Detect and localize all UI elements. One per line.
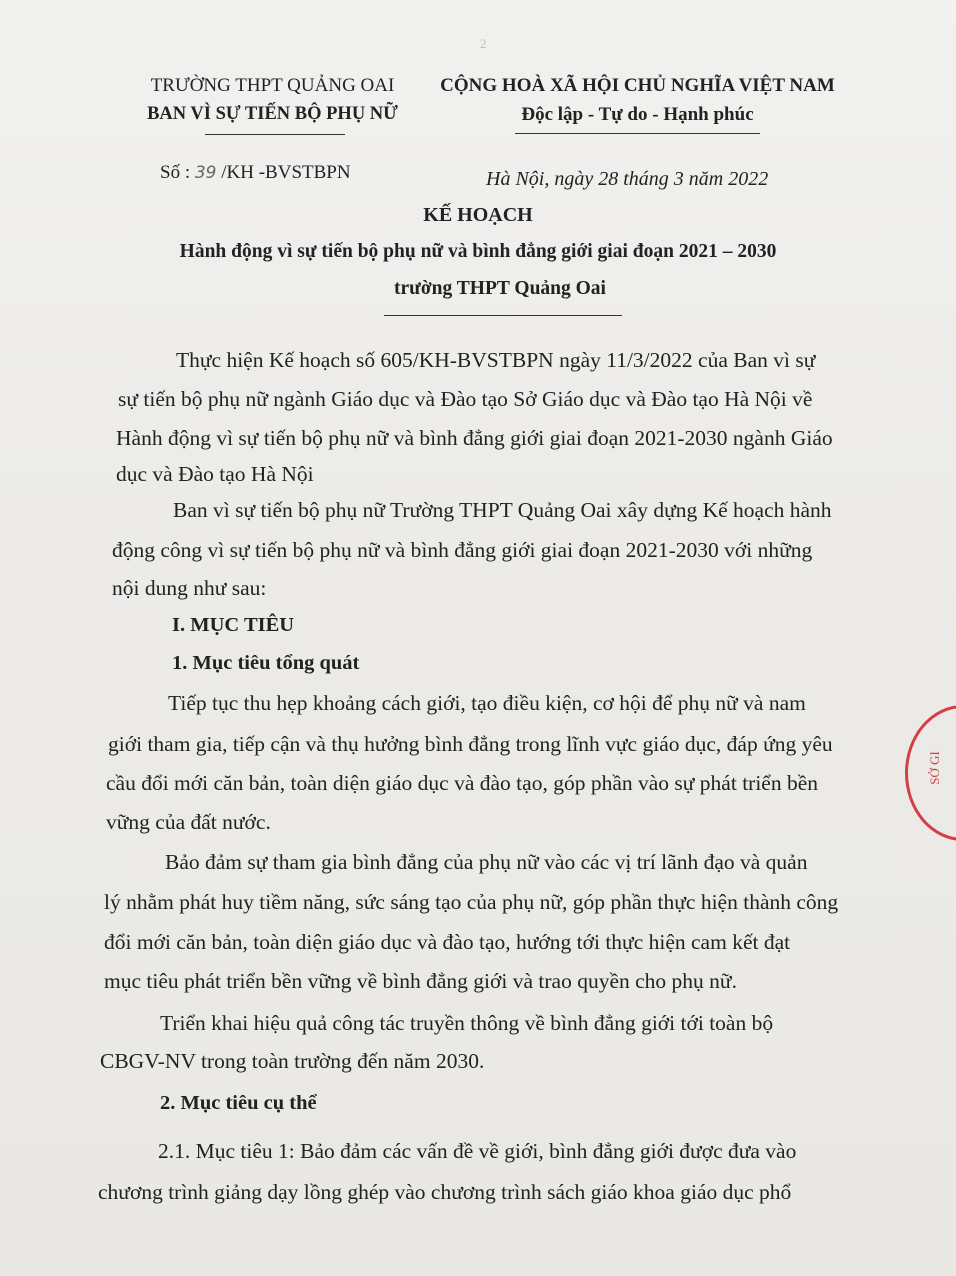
body-line: giới tham gia, tiếp cận và thụ hưởng bình đẳng trong lĩnh vực giáo dục, đáp ứng yêu bbox=[108, 732, 833, 756]
school-name: TRƯỜNG THPT QUẢNG OAI bbox=[150, 75, 395, 96]
document-title: KẾ HOẠCH bbox=[423, 204, 533, 226]
body-line: 2.1. Mục tiêu 1: Bảo đảm các vấn đề về giới, bình đẳng giới được đưa vào bbox=[158, 1139, 797, 1163]
body-line: mục tiêu phát triển bền vững về bình đẳng giới và trao quyền cho phụ nữ. bbox=[104, 969, 737, 993]
document-number-handwritten: 39 bbox=[194, 163, 217, 183]
body-line: CBGV-NV trong toàn trường đến năm 2030. bbox=[100, 1049, 485, 1073]
red-seal-stamp bbox=[905, 705, 956, 841]
page-number: 2 bbox=[480, 36, 487, 51]
body-line: động công vì sự tiến bộ phụ nữ và bình đẳng giới giai đoạn 2021-2030 với những bbox=[112, 538, 813, 562]
seal-text: SỞ GI bbox=[926, 751, 942, 785]
document-subtitle-line2: trường THPT Quảng Oai bbox=[394, 278, 606, 299]
title-underline bbox=[384, 315, 622, 316]
body-line: sự tiến bộ phụ nữ ngành Giáo dục và Đào tạo Sở Giáo dục và Đào tạo Hà Nội về bbox=[118, 387, 813, 411]
motto: Độc lập - Tự do - Hạnh phúc bbox=[521, 104, 754, 125]
body-line: chương trình giảng dạy lồng ghép vào chương trình sách giáo khoa giáo dục phổ bbox=[98, 1180, 792, 1204]
body-line: cầu đổi mới căn bản, toàn diện giáo dục và đào tạo, góp phần vào sự phát triển bền bbox=[106, 771, 819, 795]
body-line: vững của đất nước. bbox=[106, 810, 271, 834]
body-line: Ban vì sự tiến bộ phụ nữ Trường THPT Quảng Oai xây dựng Kế hoạch hành bbox=[173, 498, 832, 522]
left-header-underline bbox=[205, 134, 345, 135]
section-heading: I. MỤC TIÊU bbox=[172, 614, 295, 636]
document-number bbox=[160, 162, 351, 184]
body-line: Triển khai hiệu quả công tác truyền thông về bình đẳng giới tới toàn bộ bbox=[160, 1011, 774, 1035]
country-name: CỘNG HOÀ XÃ HỘI CHỦ NGHĨA VIỆT NAM bbox=[440, 75, 835, 96]
right-header-underline bbox=[515, 133, 760, 134]
document-subtitle-line1: Hành động vì sự tiến bộ phụ nữ và bình đẳng giới giai đoạn 2021 – 2030 bbox=[179, 241, 777, 262]
body-line: Tiếp tục thu hẹp khoảng cách giới, tạo điều kiện, cơ hội để phụ nữ và nam bbox=[168, 691, 806, 715]
body-line: lý nhằm phát huy tiềm năng, sức sáng tạo của phụ nữ, góp phần thực hiện thành công bbox=[104, 890, 839, 914]
body-line: Thực hiện Kế hoạch số 605/KH-BVSTBPN ngày 11/3/2022 của Ban vì sự bbox=[176, 348, 816, 372]
body-line: nội dung như sau: bbox=[112, 576, 267, 600]
document-number-suffix: /KH -BVSTBPN bbox=[216, 162, 351, 183]
subsection-heading: 2. Mục tiêu cụ thể bbox=[160, 1092, 317, 1114]
body-line: Hành động vì sự tiến bộ phụ nữ và bình đẳng giới giai đoạn 2021-2030 ngành Giáo bbox=[116, 426, 833, 450]
body-line: đổi mới căn bản, toàn diện giáo dục và đào tạo, hướng tới thực hiện cam kết đạt bbox=[104, 930, 791, 954]
committee-name: BAN VÌ SỰ TIẾN BỘ PHỤ NỮ bbox=[147, 104, 398, 124]
place-and-date: Hà Nội, ngày 28 tháng 3 năm 2022 bbox=[486, 168, 769, 190]
subsection-heading: 1. Mục tiêu tổng quát bbox=[172, 652, 360, 674]
body-line: Bảo đảm sự tham gia bình đẳng của phụ nữ vào các vị trí lãnh đạo và quản bbox=[165, 850, 808, 874]
document-number-prefix: Số : bbox=[160, 162, 195, 183]
body-line: dục và Đào tạo Hà Nội bbox=[116, 462, 314, 486]
